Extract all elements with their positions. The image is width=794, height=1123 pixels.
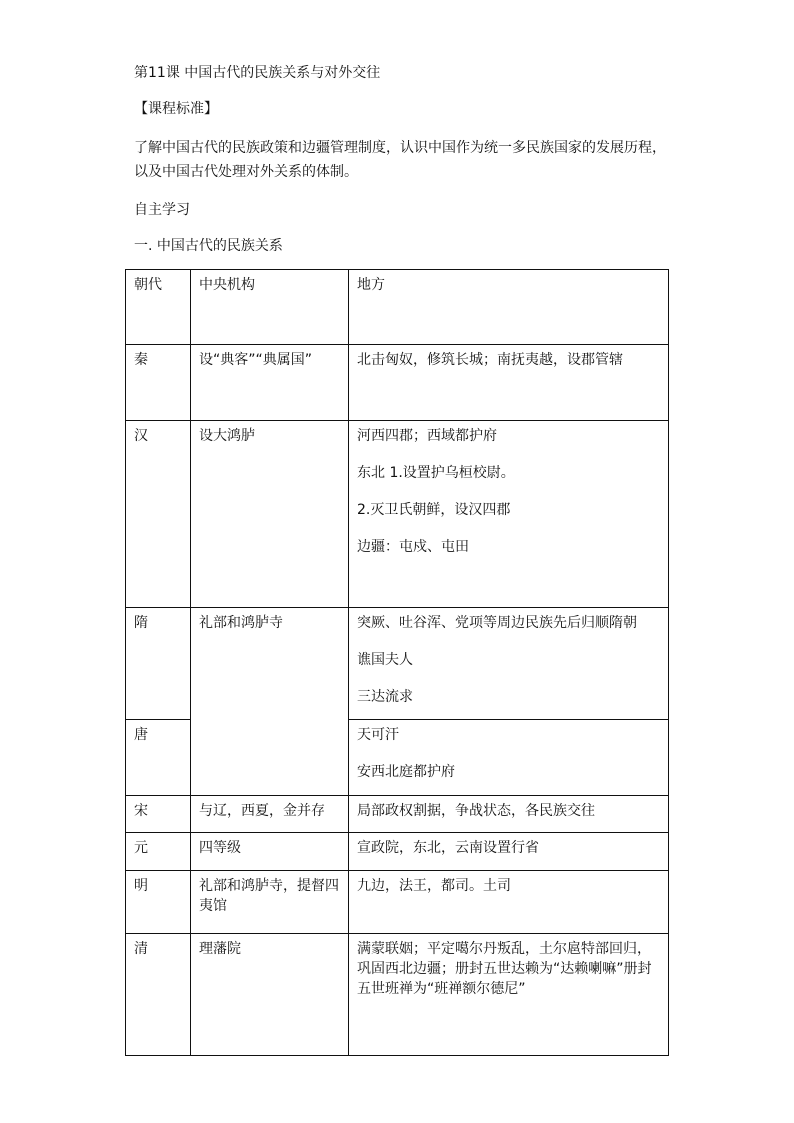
lesson-title: 第11课 中国古代的民族关系与对外交往	[134, 65, 381, 81]
local-cell	[349, 833, 669, 871]
central-cell: 与辽，西夏，金并存	[191, 796, 349, 833]
table-header-row	[126, 270, 669, 345]
table-row	[126, 833, 669, 871]
dynasty-cell: 元	[126, 833, 191, 871]
local-cell	[349, 720, 669, 796]
header-central: 中央机构	[191, 270, 349, 345]
local-text: 谯国夫人	[357, 652, 413, 668]
central-cell: 礼部和鸿胪寺	[191, 608, 349, 796]
table-row	[126, 871, 669, 934]
local-text: 局部政权割据，争战状态，各民族交往	[357, 803, 595, 819]
central-cell: 设大鸿胪	[191, 421, 349, 608]
ethnic-relations-table	[125, 269, 669, 1056]
self-study-heading: 自主学习	[134, 202, 190, 218]
dynasty-cell: 明	[126, 871, 191, 934]
header-dynasty: 朝代	[126, 270, 191, 345]
local-cell	[349, 796, 669, 833]
local-text: 东北 1.设置护乌桓校尉。	[357, 465, 515, 481]
section1-heading: 一. 中国古代的民族关系	[134, 238, 283, 254]
central-cell: 礼部和鸿胪寺，提督四夷馆	[191, 871, 349, 934]
standard-text: 了解中国古代的民族政策和边疆管理制度，认识中国作为统一多民族国家的发展历程，以及中国古代处理对外关系的体制。	[134, 140, 666, 180]
dynasty-cell: 唐	[126, 720, 191, 796]
table-row	[126, 421, 669, 608]
dynasty-cell: 秦	[126, 345, 191, 421]
local-text: 满蒙联姻；平定噶尔丹叛乱，土尔扈特部回归，巩固西北边疆；册封五世达赖为“达赖喇嘛”册封五世班禅为“班禅额尔德尼”	[357, 941, 652, 997]
local-text: 宣政院，东北，云南设置行省	[357, 840, 539, 856]
local-text: 突厥、吐谷浑、党项等周边民族先后归顺隋朝	[357, 615, 637, 631]
dynasty-cell: 清	[126, 934, 191, 1056]
central-cell: 设“典客”“典属国”	[191, 345, 349, 421]
local-text: 九边，法王，都司。土司	[357, 878, 511, 894]
local-cell	[349, 934, 669, 1056]
dynasty-cell: 宋	[126, 796, 191, 833]
local-text: 天可汗	[357, 727, 399, 743]
table-row	[126, 934, 669, 1056]
central-cell: 理藩院	[191, 934, 349, 1056]
table-row	[126, 345, 669, 421]
table-row	[126, 608, 669, 720]
table-row	[126, 796, 669, 833]
local-text: 2.灭卫氏朝鲜，设汉四郡	[357, 502, 511, 518]
local-text: 三达流求	[357, 689, 413, 705]
local-cell	[349, 421, 669, 608]
local-cell	[349, 608, 669, 720]
local-text: 边疆：屯戍、屯田	[357, 539, 469, 555]
dynasty-cell: 汉	[126, 421, 191, 608]
local-text: 河西四郡；西域都护府	[357, 428, 497, 444]
local-text: 安西北庭都护府	[357, 764, 455, 780]
local-cell	[349, 345, 669, 421]
local-cell	[349, 871, 669, 934]
dynasty-cell: 隋	[126, 608, 191, 720]
standard-heading: 【课程标准】	[134, 101, 218, 117]
central-cell: 四等级	[191, 833, 349, 871]
header-local: 地方	[349, 270, 669, 345]
local-text: 北击匈奴，修筑长城；南抚夷越，设郡管辖	[357, 352, 623, 368]
